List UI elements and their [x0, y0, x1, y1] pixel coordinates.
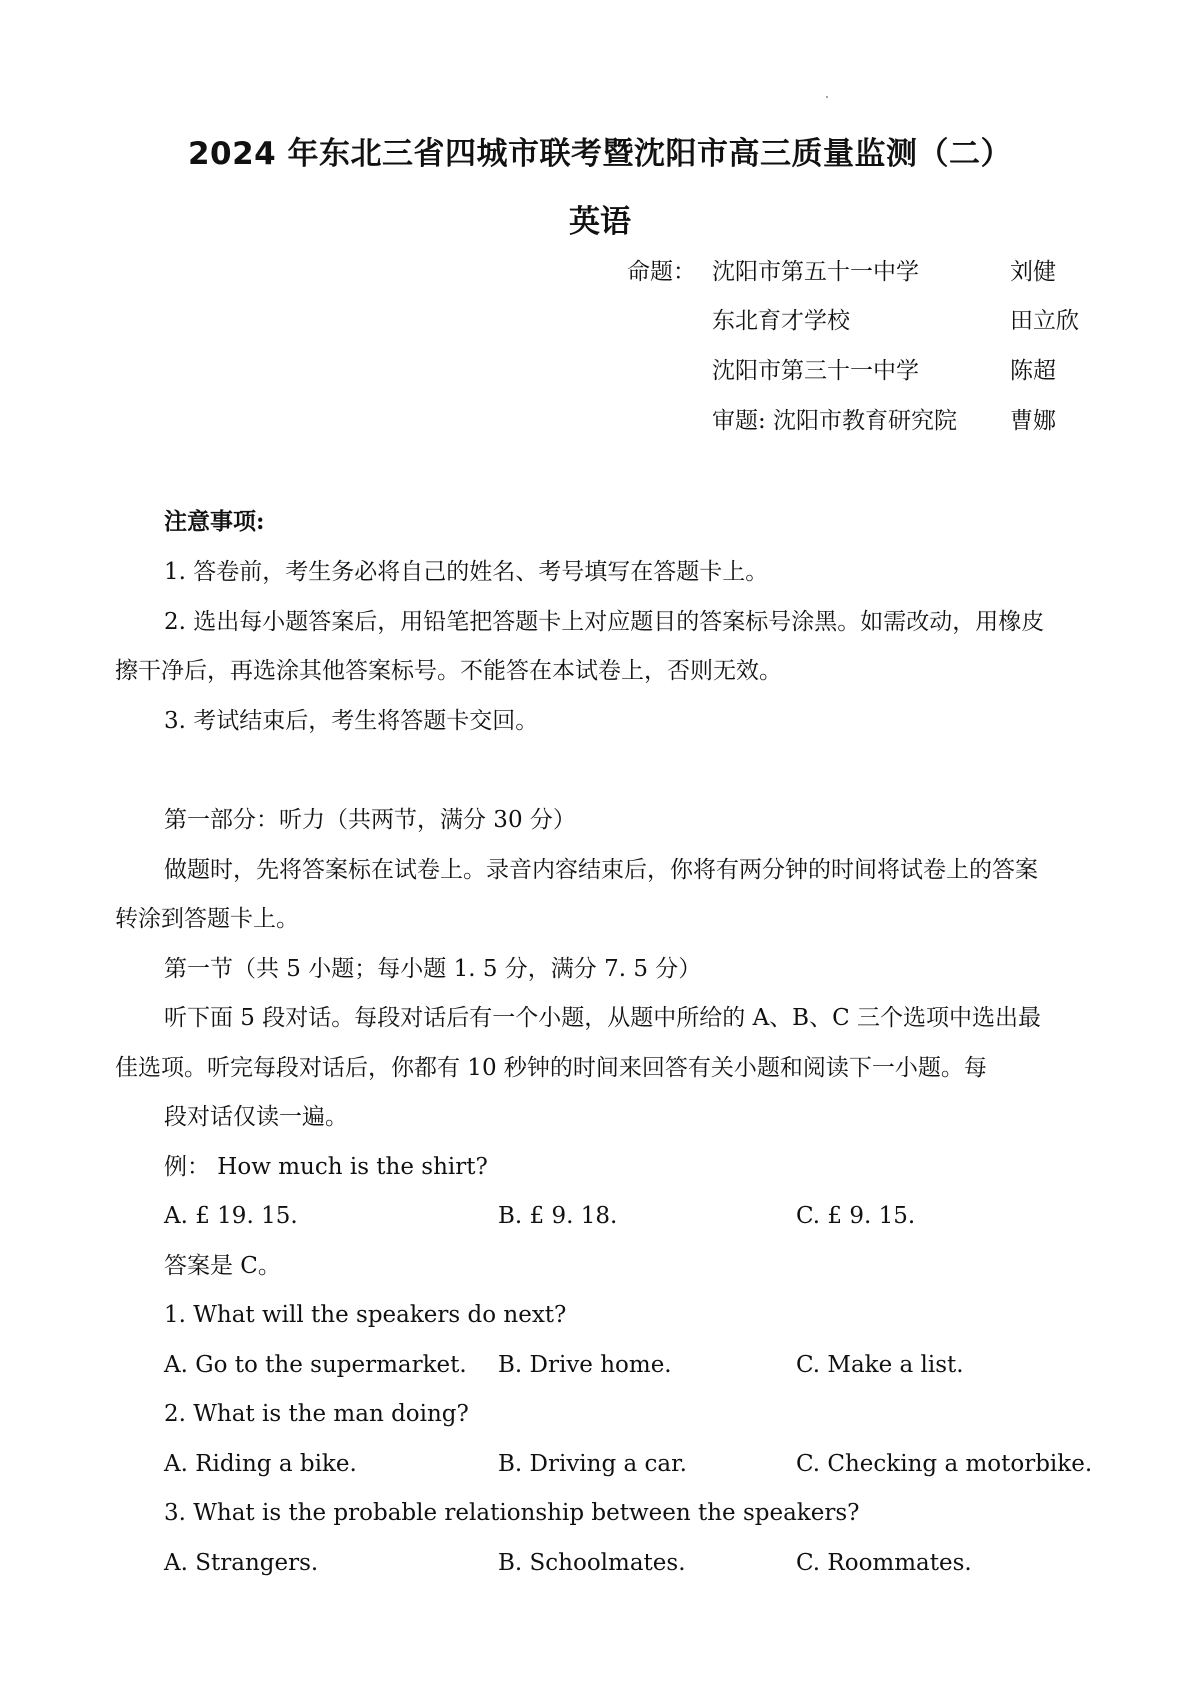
exam-title: 2024 年东北三省四城市联考暨沈阳市高三质量监测（二）	[187, 136, 1013, 172]
question-1-option-a: A. Go to the supermarket.	[164, 1352, 467, 1378]
notice-heading: 注意事项:	[164, 508, 265, 535]
example-option-c: C. £ 9. 15.	[796, 1203, 916, 1229]
question-2: 2. What is the man doing?	[164, 1401, 469, 1427]
notice-item: 擦干净后，再选涂其他答案标号。不能答在本试卷上，否则无效。	[115, 658, 782, 684]
example-question: 例： How much is the shirt?	[164, 1154, 488, 1180]
notice-item: 3. 考试结束后，考生将答题卡交回。	[164, 708, 539, 734]
question-2-option-a: A. Riding a bike.	[164, 1451, 357, 1477]
reviewer-school: 审题: 沈阳市教育研究院	[712, 408, 958, 434]
part1-heading: 第一部分：听力（共两节，满分 30 分）	[164, 807, 576, 833]
author-school: 东北育才学校	[712, 308, 850, 334]
question-2-option-c: C. Checking a motorbike.	[796, 1451, 1093, 1477]
author-school: 沈阳市第五十一中学	[712, 259, 919, 285]
notice-item: 1. 答卷前，考生务必将自己的姓名、考号填写在答题卡上。	[164, 559, 769, 585]
author-label: 命题：	[627, 259, 696, 285]
question-3-option-a: A. Strangers.	[164, 1550, 319, 1576]
stray-mark	[826, 96, 828, 98]
question-2-option-b: B. Driving a car.	[498, 1451, 687, 1477]
section-instruction: 佳选项。听完每段对话后，你都有 10 秒钟的时间来回答有关小题和阅读下一小题。每	[115, 1055, 987, 1081]
example-option-a: A. £ 19. 15.	[164, 1203, 298, 1229]
question-3-option-c: C. Roommates.	[796, 1550, 972, 1576]
section-instruction: 段对话仅读一遍。	[164, 1104, 348, 1130]
reviewer-name: 曹娜	[1010, 408, 1056, 434]
question-3: 3. What is the probable relationship between the speakers?	[164, 1500, 860, 1526]
part1-instruction: 转涂到答题卡上。	[115, 906, 299, 932]
question-1-option-b: B. Drive home.	[498, 1352, 672, 1378]
example-option-b: B. £ 9. 18.	[498, 1203, 618, 1229]
exam-subject: 英语	[569, 204, 631, 240]
author-school: 沈阳市第三十一中学	[712, 358, 919, 384]
example-answer: 答案是 C。	[164, 1253, 281, 1279]
question-1: 1. What will the speakers do next?	[164, 1302, 567, 1328]
question-3-option-b: B. Schoolmates.	[498, 1550, 686, 1576]
notice-item: 2. 选出每小题答案后，用铅笔把答题卡上对应题目的答案标号涂黑。如需改动，用橡皮	[164, 609, 1045, 635]
section-heading: 第一节（共 5 小题；每小题 1. 5 分，满分 7. 5 分）	[164, 956, 702, 982]
question-1-option-c: C. Make a list.	[796, 1352, 964, 1378]
section-instruction: 听下面 5 段对话。每段对话后有一个小题，从题中所给的 A、B、C 三个选项中选出最	[164, 1005, 1041, 1031]
author-name: 刘健	[1010, 259, 1056, 285]
author-name: 陈超	[1010, 358, 1056, 384]
author-name: 田立欣	[1010, 308, 1079, 334]
part1-instruction: 做题时，先将答案标在试卷上。录音内容结束后，你将有两分钟的时间将试卷上的答案	[164, 857, 1038, 883]
